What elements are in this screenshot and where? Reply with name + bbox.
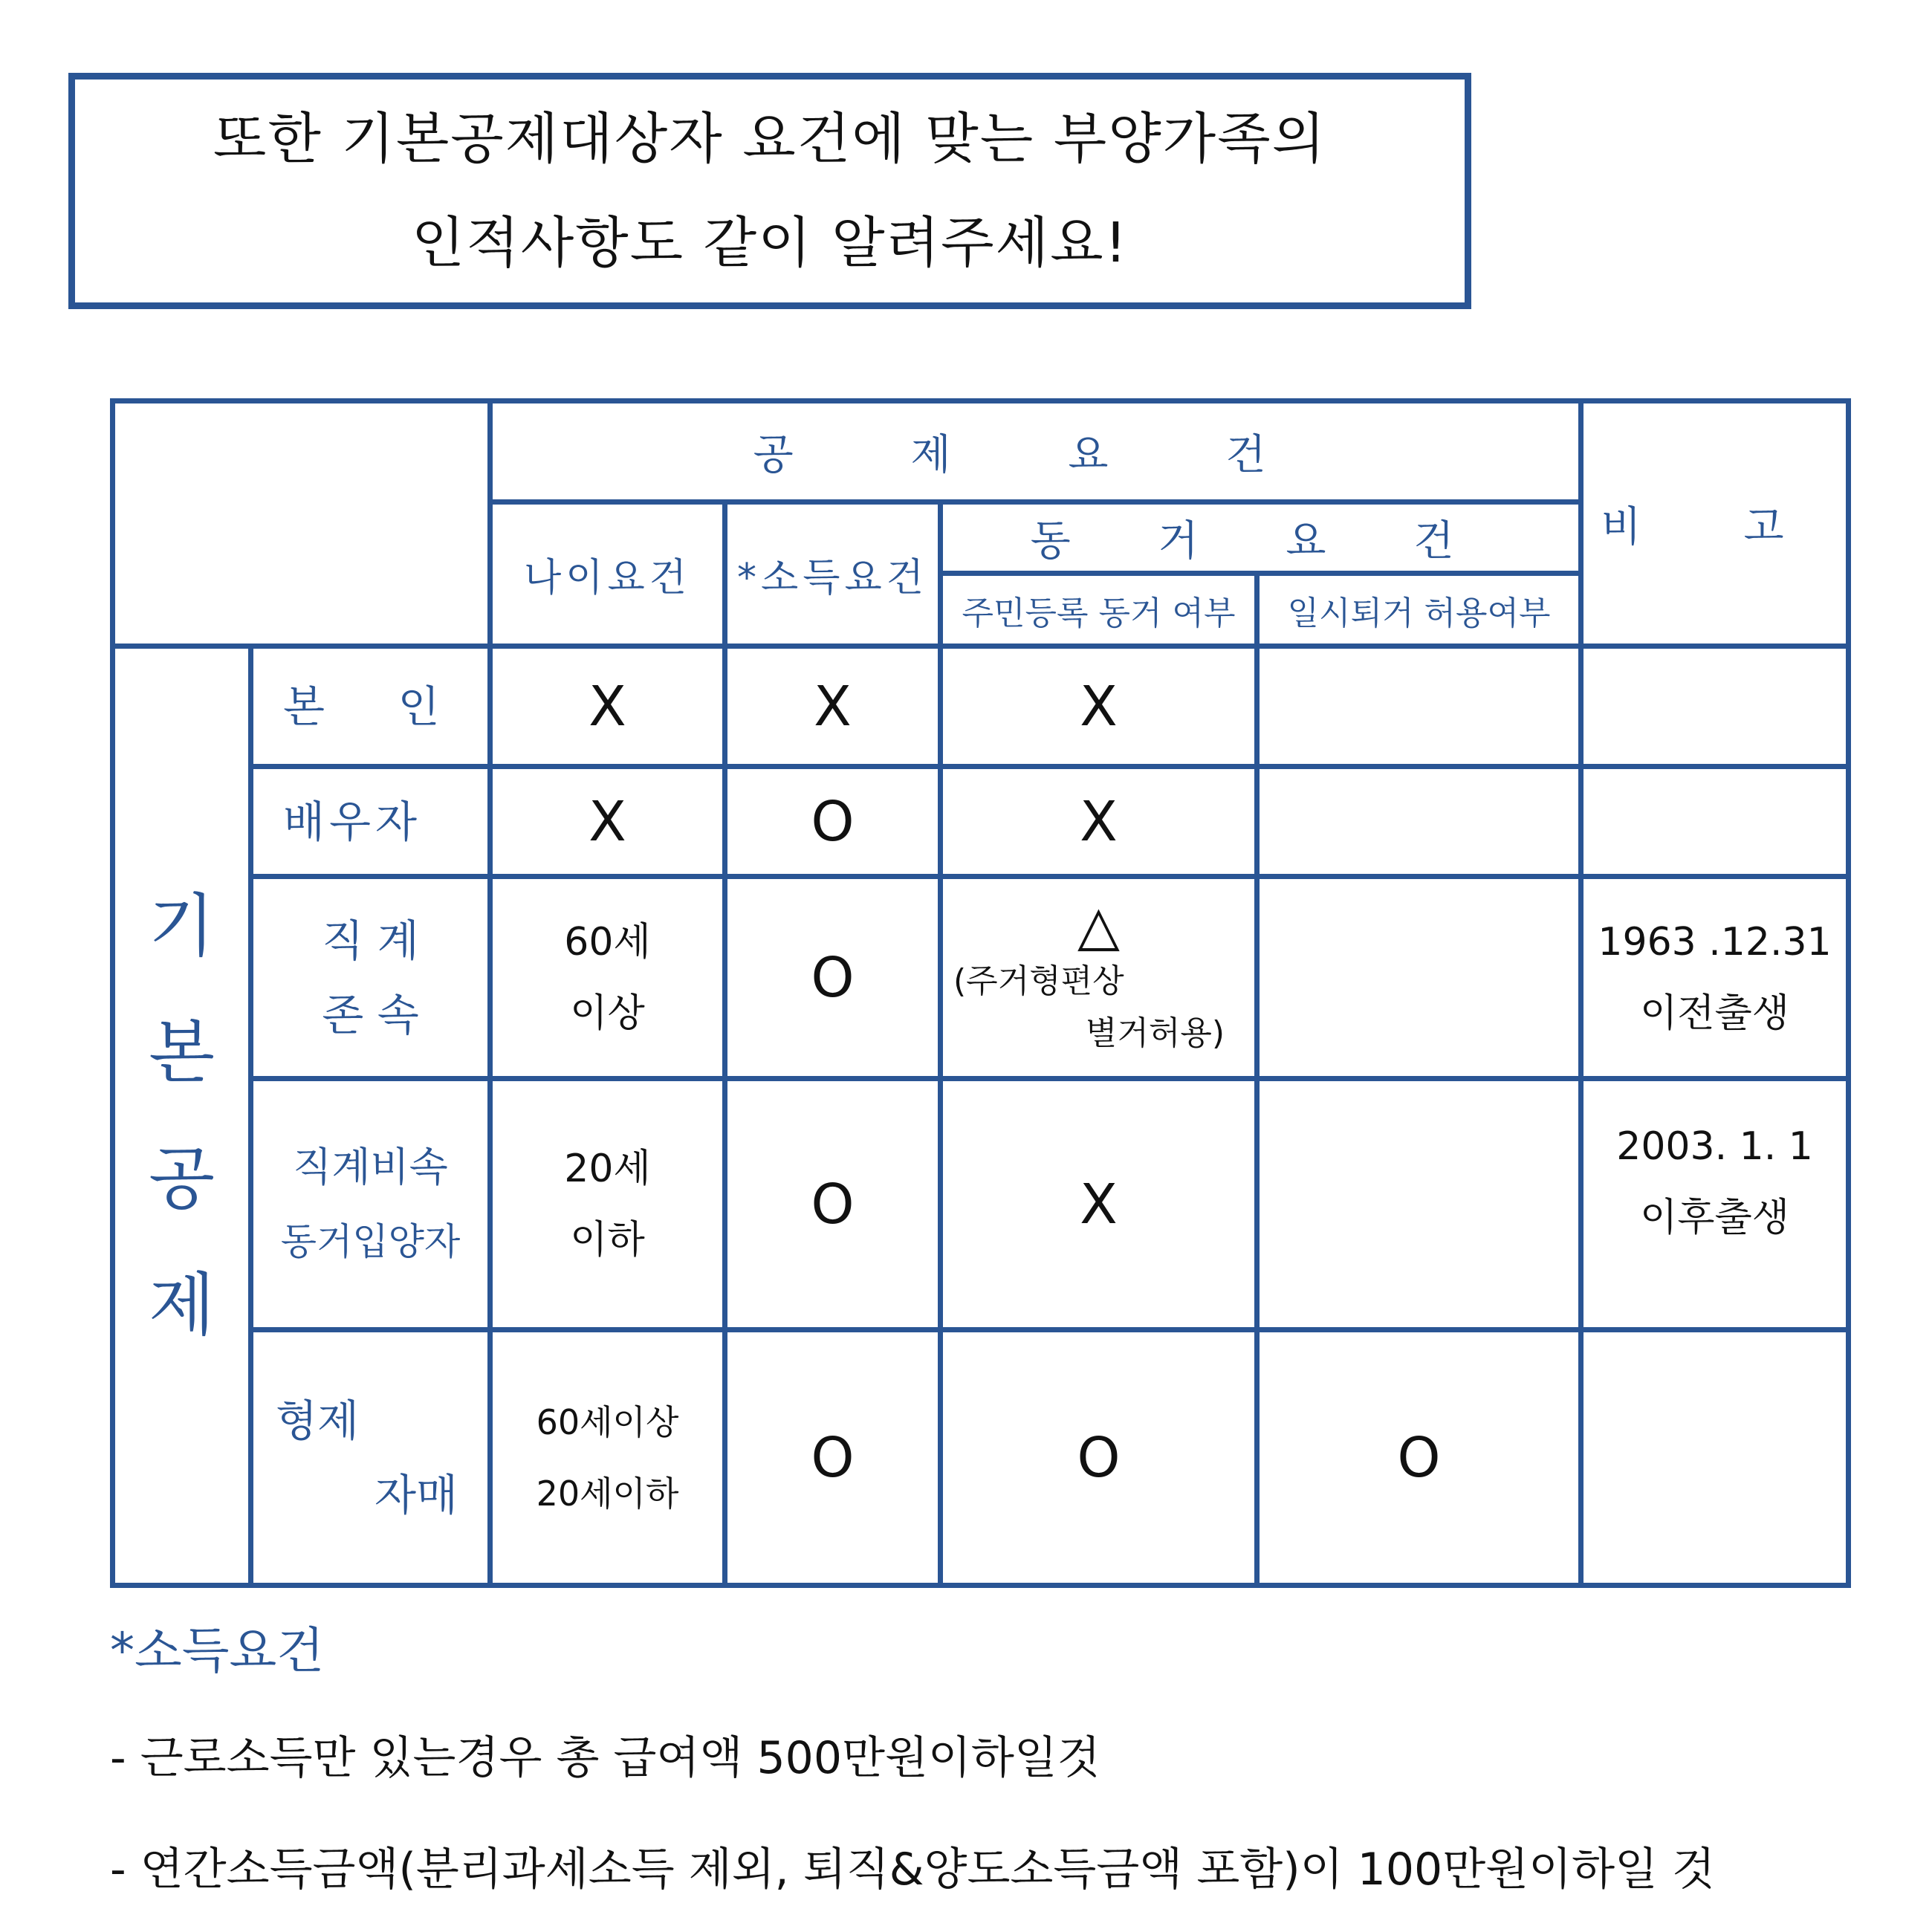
row-label-text: 자매 bbox=[374, 1469, 458, 1520]
cell-temporary bbox=[1257, 877, 1581, 1079]
note-text: 2003. 1. 1 bbox=[1616, 1124, 1813, 1169]
x-mark: X bbox=[1080, 674, 1118, 739]
cell-note bbox=[1581, 646, 1849, 767]
cell-note bbox=[1581, 1079, 1849, 1330]
o-mark: O bbox=[811, 789, 855, 854]
o-mark: O bbox=[811, 1425, 855, 1490]
note-text: 이전출생 bbox=[1640, 991, 1790, 1036]
cell-age bbox=[490, 1330, 725, 1586]
footnote-line-1: - 근로소득만 있는경우 총 급여액 500만원이하일것 bbox=[110, 1732, 1100, 1784]
cell-resident bbox=[941, 1079, 1257, 1330]
header-remarks bbox=[1581, 401, 1849, 646]
cell-resident bbox=[941, 1330, 1257, 1586]
cell-note bbox=[1581, 877, 1849, 1079]
x-mark: X bbox=[589, 674, 626, 739]
cell-resident bbox=[941, 767, 1257, 877]
cell-income bbox=[725, 877, 941, 1079]
cell-age bbox=[490, 877, 725, 1079]
header-cohabitation-label: 동 거 요 건 bbox=[1030, 516, 1491, 565]
title-line-1: 또한 기본공제대상자 요건에 맞는 부양가족의 bbox=[213, 107, 1327, 171]
cell-age bbox=[490, 1079, 725, 1330]
row-label-spouse bbox=[251, 767, 490, 877]
header-age-label: 나이요건 bbox=[524, 556, 691, 600]
age-text: 이하 bbox=[570, 1217, 645, 1262]
cell-resident bbox=[941, 877, 1257, 1079]
header-temporary-absence bbox=[1257, 574, 1581, 646]
header-remarks-label: 비 고 bbox=[1601, 502, 1829, 551]
cell-temporary bbox=[1257, 1330, 1581, 1586]
cell-income bbox=[725, 1330, 941, 1586]
x-mark: X bbox=[1080, 1172, 1118, 1236]
header-resident-registration bbox=[941, 574, 1257, 646]
x-mark: X bbox=[1080, 789, 1118, 854]
x-mark: X bbox=[589, 789, 626, 854]
table-corner-cell bbox=[113, 401, 490, 646]
o-mark: O bbox=[1077, 1425, 1121, 1490]
o-mark: O bbox=[1397, 1425, 1441, 1490]
footnote-title: *소득요건 bbox=[110, 1622, 325, 1679]
header-income bbox=[725, 502, 941, 646]
category-char: 기 bbox=[149, 886, 215, 966]
cell-age bbox=[490, 767, 725, 877]
row-label-self bbox=[251, 646, 490, 767]
cohab-note: (주거형편상 bbox=[953, 962, 1124, 1000]
row-label-text: 배우자 bbox=[283, 796, 422, 847]
triangle-mark: △ bbox=[1077, 893, 1120, 958]
age-text: 60세이상 bbox=[536, 1401, 679, 1442]
o-mark: O bbox=[811, 945, 855, 1010]
cell-income bbox=[725, 646, 941, 767]
cell-temporary bbox=[1257, 767, 1581, 877]
row-label-siblings bbox=[251, 1330, 490, 1586]
category-char: 제 bbox=[149, 1265, 215, 1345]
cell-age bbox=[490, 646, 725, 767]
age-text: 60세 bbox=[564, 919, 651, 965]
header-cohabitation bbox=[941, 502, 1581, 574]
deduction-requirements-table bbox=[110, 398, 1851, 1588]
row-label-text: 동거입양자 bbox=[280, 1219, 461, 1263]
row-label-text: 본 인 bbox=[283, 681, 470, 732]
age-text: 20세 bbox=[564, 1146, 651, 1191]
cell-resident bbox=[941, 646, 1257, 767]
header-requirements bbox=[490, 401, 1581, 502]
o-mark: O bbox=[811, 1172, 855, 1236]
row-label-text: 직계비속 bbox=[293, 1143, 448, 1190]
row-label-lineal-descendant bbox=[251, 1079, 490, 1330]
category-char: 본 bbox=[149, 1012, 215, 1092]
note-text: 이후출생 bbox=[1640, 1196, 1790, 1240]
footnote-line-2: - 연간소득금액(분리과세소득 제외, 퇴직&양도소득금액 포함)이 100만원이하일 것 bbox=[110, 1844, 1716, 1896]
x-mark: X bbox=[814, 674, 852, 739]
row-label-text: 형제 bbox=[276, 1395, 360, 1446]
row-label-text: 직 계 bbox=[322, 915, 419, 966]
cell-income bbox=[725, 1079, 941, 1330]
title-box bbox=[68, 73, 1471, 309]
row-label-lineal-ascendant bbox=[251, 877, 490, 1079]
cell-temporary bbox=[1257, 1079, 1581, 1330]
title-line-2: 인적사항도 같이 알려주세요! bbox=[411, 211, 1129, 275]
header-resident-registration-label: 주민등록 동거 여부 bbox=[962, 594, 1236, 632]
cohab-note: 별거허용) bbox=[1085, 1014, 1225, 1052]
cell-note bbox=[1581, 1330, 1849, 1586]
cell-note bbox=[1581, 767, 1849, 877]
header-income-label: *소득요건 bbox=[737, 556, 928, 600]
header-age bbox=[490, 502, 725, 646]
cell-temporary bbox=[1257, 646, 1581, 767]
age-text: 이상 bbox=[570, 991, 645, 1036]
note-text: 1963 .12.31 bbox=[1598, 919, 1832, 965]
row-label-text: 존 속 bbox=[322, 989, 419, 1040]
age-text: 20세이하 bbox=[536, 1473, 679, 1514]
category-char: 공 bbox=[149, 1138, 215, 1219]
category-basic-deduction bbox=[113, 646, 251, 1586]
category-label bbox=[115, 863, 248, 1369]
header-temporary-absence-label: 일시퇴거 허용여부 bbox=[1287, 594, 1551, 632]
header-requirements-label: 공 제 요 건 bbox=[753, 430, 1318, 479]
cell-income bbox=[725, 767, 941, 877]
